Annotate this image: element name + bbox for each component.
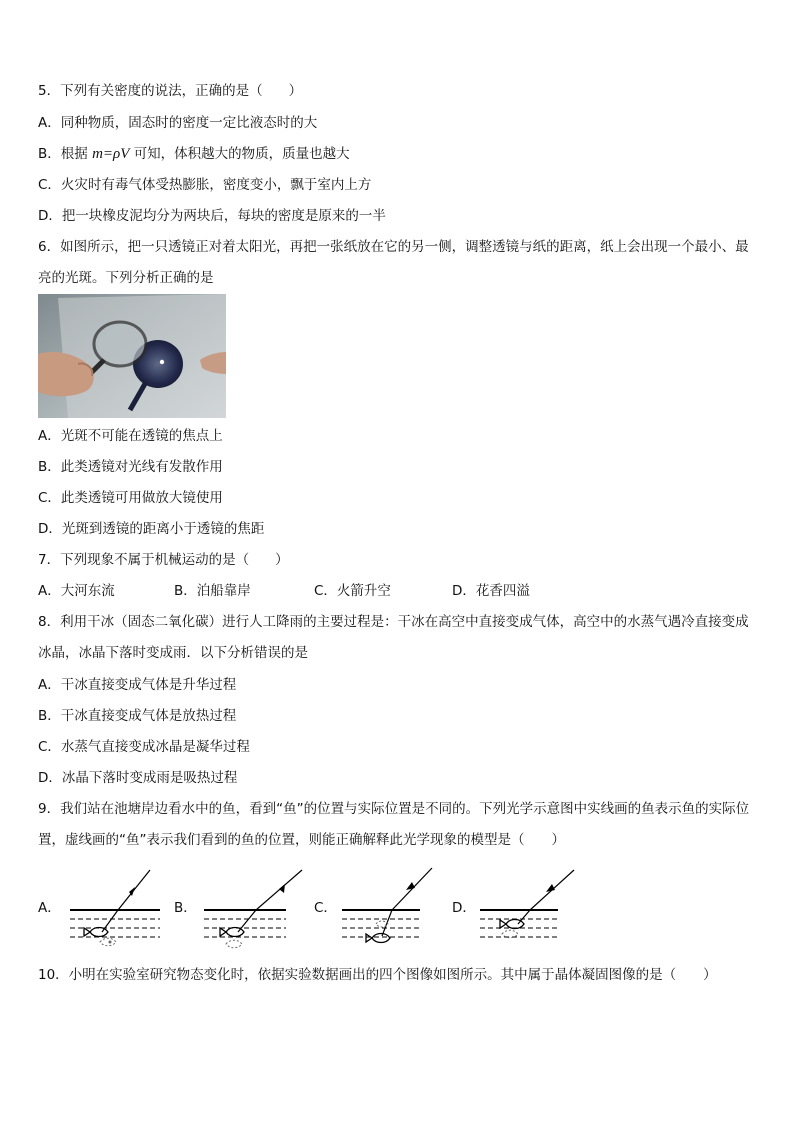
q5-option-b-pre: B．根据 (38, 146, 88, 162)
q6-option-c[interactable]: C．此类透镜可用做放大镜使用 (38, 490, 223, 506)
q8-option-a[interactable]: A．干冰直接变成气体是升华过程 (38, 677, 237, 693)
q7-stem (38, 551, 289, 569)
q9-diagram-c (314, 862, 450, 954)
q5-stem (38, 82, 302, 100)
q7-stem-close: ） (275, 552, 289, 568)
q8-option-c[interactable]: C．水蒸气直接变成冰晶是凝华过程 (38, 739, 250, 755)
q5-stem-text: 5．下列有关密度的说法，正确的是（ (38, 83, 263, 99)
q7-stem-text: 7．下列现象不属于机械运动的是（ (38, 552, 250, 568)
q9-option-a-label: A． (38, 900, 61, 916)
q5-stem-close: ） (288, 83, 303, 99)
q9-option-b[interactable] (174, 862, 310, 954)
q9-option-d-label: D． (452, 900, 476, 916)
q7-option-a[interactable]: A．大河东流 (38, 583, 115, 599)
q5-option-d[interactable]: D．把一块橡皮泥均分为两块后，每块的密度是原来的一半 (38, 208, 386, 224)
q8-option-b[interactable]: B．干冰直接变成气体是放热过程 (38, 708, 237, 724)
q7-option-b[interactable]: B．泊船靠岸 (174, 583, 251, 599)
q9-stem: 9．我们站在池塘岸边看水中的鱼，看到“鱼”的位置与实际位置是不同的。下列光学示意图中实线画的鱼表示鱼的实际位置，虚线画的“鱼”表示我们看到的鱼的位置，则能正确解释此光学现象的模型是（ ） (38, 801, 750, 848)
q9-option-c-label: C． (314, 900, 337, 916)
q6-stem: 6．如图所示，把一只透镜正对着太阳光，再把一张纸放在它的另一侧，调整透镜与纸的距离，纸上会出现一个最小、最亮的光斑。下列分析正确的是 (38, 239, 749, 286)
q5-option-b[interactable] (38, 145, 350, 163)
q9-diagram-b (174, 862, 310, 954)
q9-diagram-a (38, 862, 174, 954)
q9-option-b-label: B． (174, 900, 197, 916)
q9-diagram-d (452, 862, 588, 954)
q9-option-a[interactable] (38, 862, 174, 954)
q5-option-c[interactable]: C．火灾时有毒气体受热膨胀，密度变小，飘于室内上方 (38, 177, 372, 193)
q7-option-d[interactable]: D．花香四溢 (452, 583, 530, 599)
q8-option-d[interactable]: D．冰晶下落时变成雨是吸热过程 (38, 770, 238, 786)
lens-sunlight-photo (38, 294, 226, 418)
q5-option-a[interactable]: A．同种物质，固态时的密度一定比液态时的大 (38, 115, 318, 131)
q5-option-b-post: 可知，体积越大的物质，质量也越大 (133, 146, 350, 162)
q5-formula: m=ρV (92, 146, 130, 162)
q6-option-a[interactable]: A．光斑不可能在透镜的焦点上 (38, 428, 223, 444)
q6-option-b[interactable]: B．此类透镜对光线有发散作用 (38, 459, 223, 475)
q9-option-c[interactable] (314, 862, 450, 954)
q7-option-c[interactable]: C．火箭升空 (314, 583, 391, 599)
q9-option-d[interactable] (452, 862, 588, 954)
q6-option-d[interactable]: D．光斑到透镜的距离小于透镜的焦距 (38, 521, 265, 537)
q10-stem: 10．小明在实验室研究物态变化时，依据实验数据画出的四个图像如图所示。其中属于晶体凝固图像的是（ ） (38, 967, 717, 983)
q8-stem: 8．利用干冰（固态二氧化碳）进行人工降雨的主要过程是：干冰在高空中直接变成气体，高空中的水蒸气遇冷直接变成冰晶，冰晶下落时变成雨．以下分析错误的是 (38, 614, 749, 661)
